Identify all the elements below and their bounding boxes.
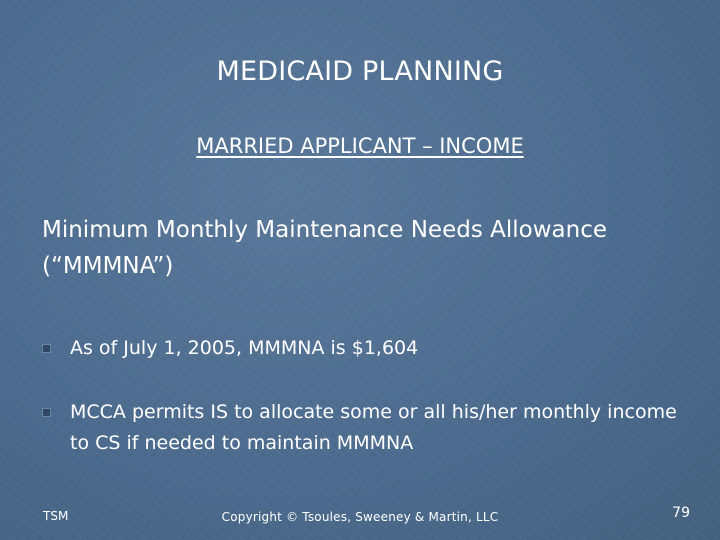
bullet-text: As of July 1, 2005, MMMNA is $1,604 bbox=[70, 337, 419, 359]
section-heading-line-1: Minimum Monthly Maintenance Needs Allowance bbox=[42, 217, 607, 243]
section-heading-line-2: (“MMMNA”) bbox=[42, 253, 174, 279]
footer-label: TSM bbox=[43, 509, 69, 523]
square-bullet-icon bbox=[42, 408, 51, 417]
slide-number: 79 bbox=[672, 505, 690, 521]
slide-subtitle-text: MARRIED APPLICANT – INCOME bbox=[196, 134, 524, 158]
square-bullet-icon bbox=[42, 344, 51, 353]
slide-title: MEDICAID PLANNING bbox=[216, 56, 504, 87]
slide-subtitle bbox=[0, 134, 720, 158]
footer-copyright: Copyright © Tsoules, Sweeney & Martin, LLC bbox=[221, 510, 499, 524]
bullet-text: MCCA permits IS to allocate some or all his/her monthly income to CS if needed to maintain MMMNA bbox=[70, 401, 677, 454]
section-heading bbox=[42, 212, 692, 284]
